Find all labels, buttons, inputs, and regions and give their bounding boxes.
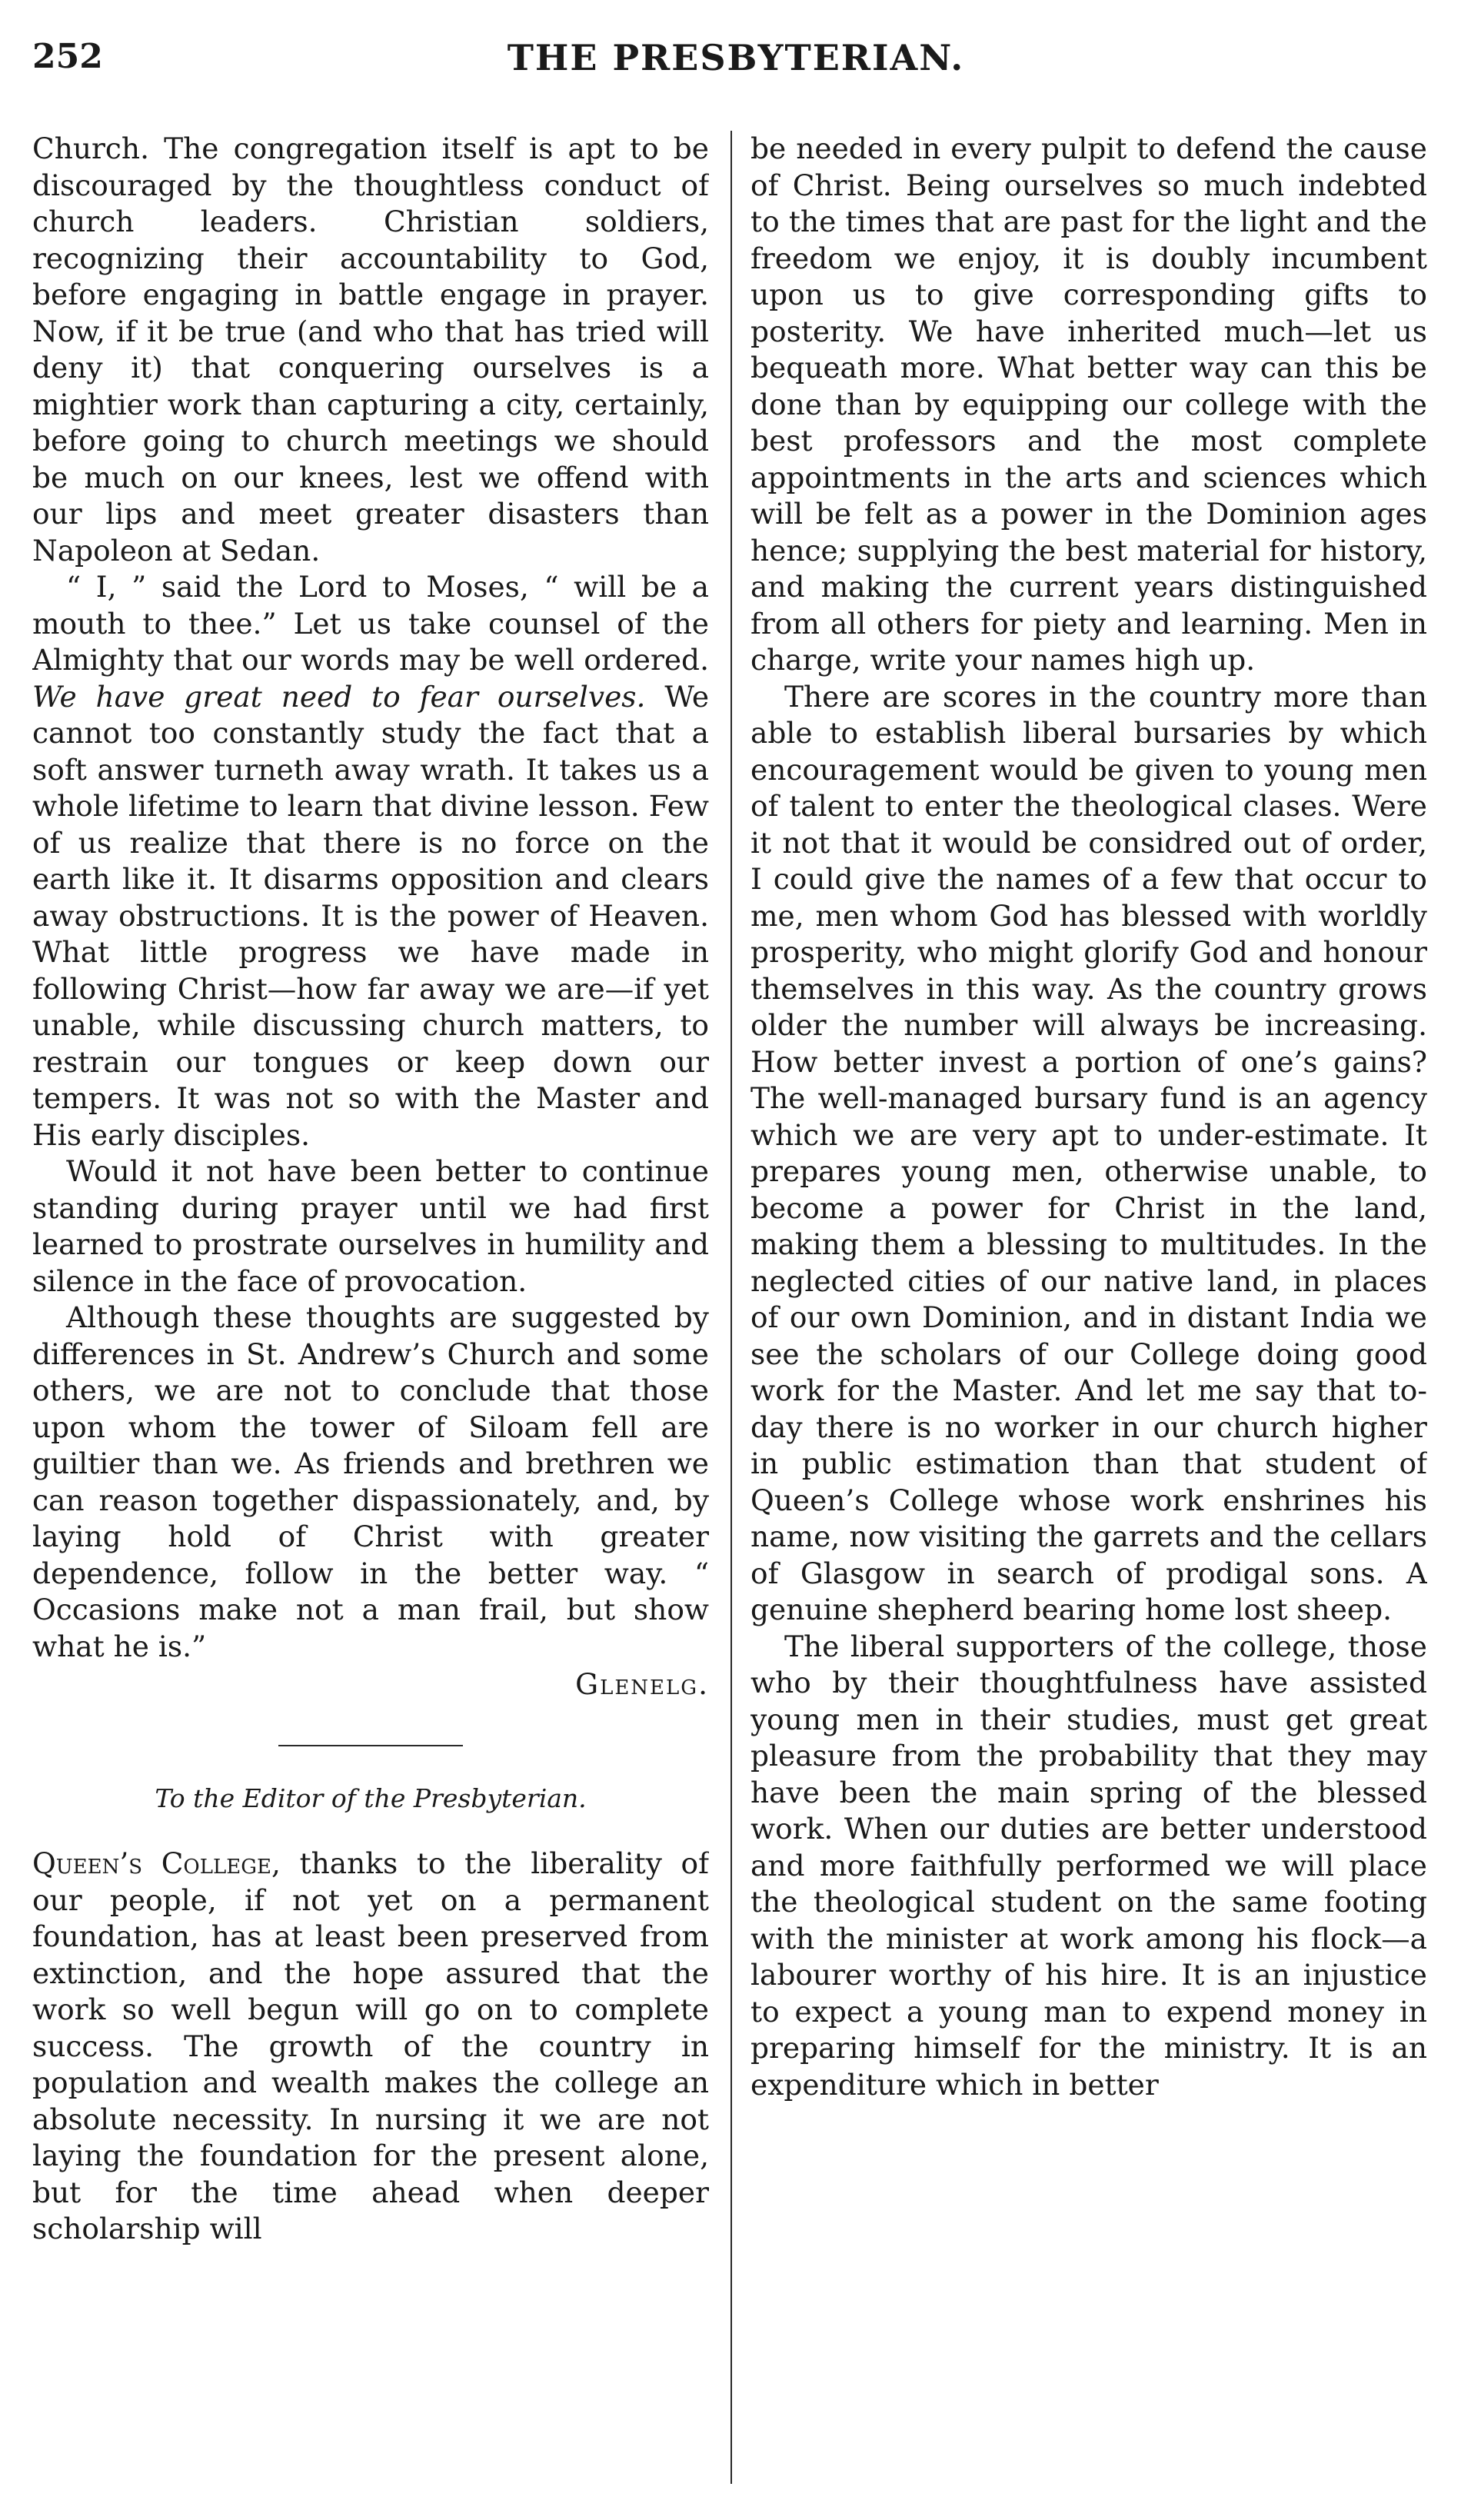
paragraph: [32, 569, 709, 1153]
running-title: THE PRESBYTERIAN.: [507, 37, 965, 78]
paragraph: There are scores in the country more than able to establish liberal bursaries by which encouragement would be given to young men of talent to enter the theological clases. Were it not that it would be considred out of order, I could give the names of a few that occur to me, men whom God has blessed with worldly prosperity, who might glorify God and honour themselves in this way. As the country grows older the number will always be increasing. How better invest a portion of one’s gains? The well-managed bursary fund is an agency which we are very apt to under-estimate. It prepares young men, otherwise unable, to become a power for Christ in the land, making them a blessing to multitudes. In the neglected cities of our native land, in places of our own Dominion, and in distant India we see the scholars of our College doing good work for the Master. And let me say that to-day there is no worker in our church higher in public estimation than that student of Queen’s College whose work enshrines his name, now visiting the garrets and the cellars of Glasgow in search of prodigal sons. A genuine shepherd bearing home lost sheep.: [750, 679, 1427, 1626]
section-divider: [278, 1745, 463, 1746]
page-header: [32, 31, 1439, 92]
italic-text: We have great need to fear ourselves.: [32, 679, 646, 714]
lead-words: Queen’s College,: [32, 1846, 281, 1880]
paragraph-text: thanks to the liberality of our people, if not yet on a permanent foundation, has at least been preserved from extinction, and the hope assured that the work so well begun will go on to complete success. The growth of the country in population and wealth makes the college an absolute necessity. In nursing it we are not laying the foundation for the present alone, but for the time ahead when deeper scholarship will: [32, 1846, 709, 2245]
paragraph: Church. The congregation itself is apt to be discouraged by the thoughtless conduct of church leaders. Christian soldiers, recognizing their accountability to God, before engaging in battle engage in prayer. Now, if it be true (and who that has tried will deny it) that conquering ourselves is a mightier work than capturing a city, certainly, before going to church meetings we should be much on our knees, lest we offend with our lips and meet greater disasters than Napoleon at Sedan.: [32, 131, 709, 568]
paragraph-text: We cannot too constantly study the fact that a soft answer turneth away wrath. It takes us a whole lifetime to learn that divine lesson. Few of us realize that there is no force on the earth like it. It disarms opposition and clears away obstructions. It is the power of Heaven. What little progress we have made in following Christ—how far away we are—if yet unable, while discussing church matters, to restrain our tongues or keep down our tempers. It was not so with the Master and His early disciples.: [32, 679, 709, 1152]
paragraph: The liberal supporters of the college, those who by their thoughtfulness have assisted young men in their studies, must get great pleasure from the probability that they may have been the main spring of the blessed work. When our duties are better understood and more faithfully performed we will place the theological student on the same footing with the minister at work among his flock—a labourer worthy of his hire. It is an injustice to expect a young man to expend money in preparing himself for the ministry. It is an expenditure which in better: [750, 1629, 1427, 2102]
paragraph: Although these thoughts are suggested by differences in St. Andrew’s Church and some others, we are not to conclude that those upon whom the tower of Siloam fell are guiltier than we. As friends and brethren we can reason together dispassionately, and, by laying hold of Christ with greater dependence, follow in the better way. “ Occasions make not a man frail, but show what he is.”: [32, 1300, 709, 1663]
right-column: [750, 131, 1427, 2499]
signature: Glenelg.: [575, 1667, 709, 1701]
left-column: [32, 131, 709, 2499]
column-rule: [731, 131, 732, 2484]
paragraph-text: “ I, ” said the Lord to Moses, “ will be a mouth to thee.” Let us take counsel of the Almighty that our words may be well ordered.: [32, 570, 709, 677]
page-number: 252: [32, 37, 103, 76]
paragraph: [32, 1846, 709, 2248]
paragraph: be needed in every pulpit to defend the cause of Christ. Being ourselves so much indebted to the times that are past for the light and the freedom we enjoy, it is doubly incumbent upon us to give corresponding gifts to posterity. We have inherited much—let us bequeath more. What better way can this be done than by equipping our college with the best professors and the most complete appointments in the arts and sciences which will be felt as a power in the Dominion ages hence; supplying the best material for history, and making the current years distinguished from all others for piety and learning. Men in charge, write your names high up.: [750, 131, 1427, 677]
paragraph: Would it not have been better to continue standing during prayer until we had first learned to prostrate ourselves in humility and silence in the face of provocation.: [32, 1154, 709, 1298]
letter-heading: To the Editor of the Presbyterian.: [155, 1783, 587, 1813]
